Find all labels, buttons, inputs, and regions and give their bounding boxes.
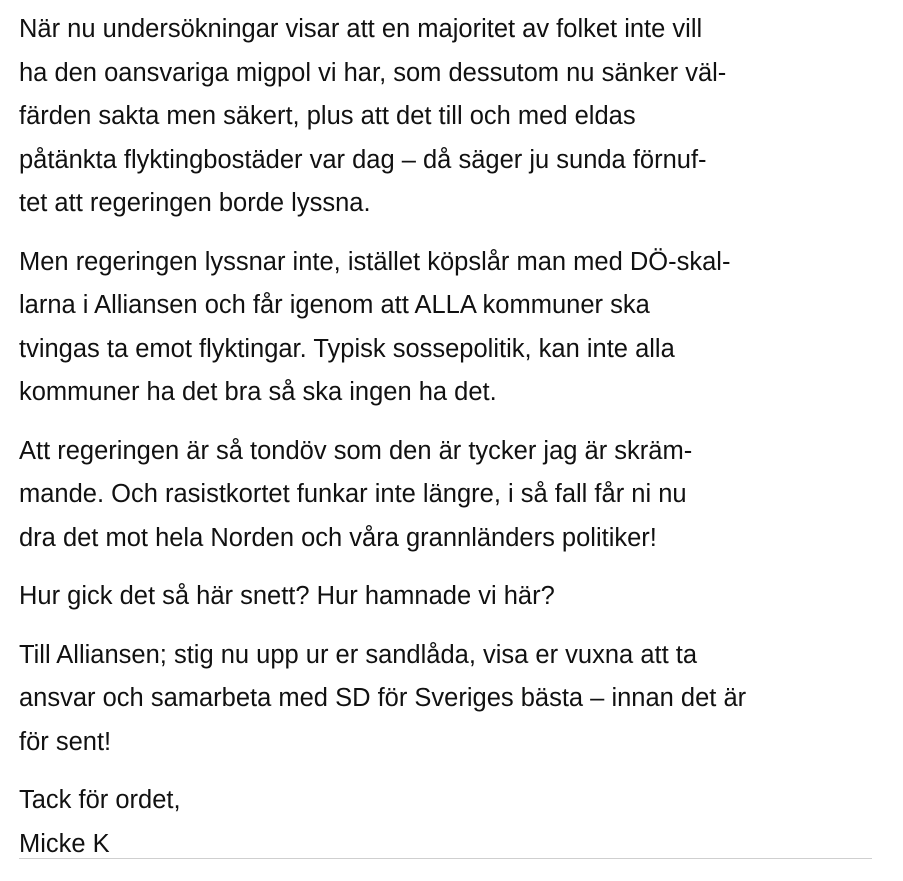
- sign-off: [19, 779, 889, 866]
- signature: Micke K: [19, 829, 110, 858]
- text-line: När nu undersökningar visar att en majoritet av folket inte vill: [19, 15, 703, 43]
- text-line: kommuner ha det bra så ska ingen ha det.: [19, 378, 497, 406]
- closing-line: Tack för ordet,: [19, 786, 181, 814]
- text-line: tet att regeringen borde lyssna.: [19, 189, 371, 217]
- text-line: Hur gick det så här snett? Hur hamnade vi här?: [19, 582, 555, 610]
- text-line: påtänkta flyktingbostäder var dag – då säger ju sunda förnuf-: [19, 145, 707, 174]
- text-line: ansvar och samarbeta med SD för Sveriges bästa – innan det är: [19, 684, 747, 712]
- paragraph-5: [19, 634, 889, 765]
- text-line: tvingas ta emot flyktingar. Typisk sossepolitik, kan inte alla: [19, 334, 675, 363]
- text-line: larna i Alliansen och får igenom att ALLA kommuner ska: [19, 291, 650, 319]
- text-line: färden sakta men säkert, plus att det till och med eldas: [19, 102, 636, 130]
- text-line: för sent!: [19, 727, 112, 756]
- bottom-divider: [19, 858, 872, 859]
- paragraph-1: [19, 8, 889, 226]
- paragraph-3: [19, 430, 889, 561]
- text-line: ha den oansvariga migpol vi har, som dessutom nu sänker väl-: [19, 58, 727, 87]
- text-line: dra det mot hela Norden och våra grannländers politiker!: [19, 523, 657, 552]
- paragraph-2: [19, 241, 889, 415]
- text-line: Men regeringen lyssnar inte, istället köpslår man med DÖ-skal-: [19, 247, 731, 276]
- text-line: Till Alliansen; stig nu upp ur er sandlåda, visa er vuxna att ta: [19, 640, 698, 669]
- text-line: mande. Och rasistkortet funkar inte längre, i så fall får ni nu: [19, 480, 687, 508]
- letter-body: [19, 8, 889, 881]
- text-line: Att regeringen är så tondöv som den är tycker jag är skräm-: [19, 436, 693, 465]
- paragraph-4: [19, 575, 889, 619]
